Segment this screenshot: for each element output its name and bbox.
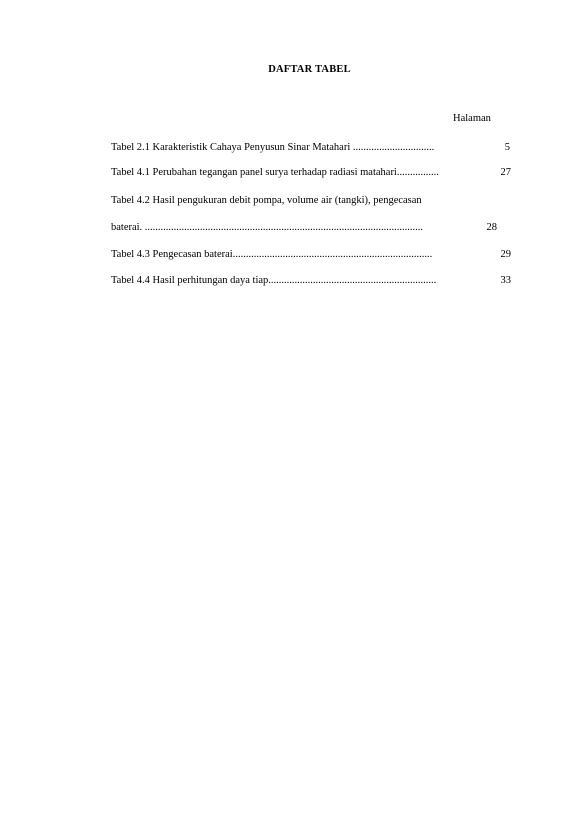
toc-entry-text: Tabel 2.1 Karakteristik Cahaya Penyusun Sinar Matahari ............................... [111,142,435,153]
toc-entry-text-line2: baterai. .......................................................................................................... [111,222,424,233]
toc-entry-text: Tabel 4.1 Perubahan tegangan panel surya terhadap radiasi matahari................ [111,167,439,178]
toc-entry-text: Tabel 4.4 Hasil perhitungan daya tiap................................................................ [111,275,437,286]
page-title: DAFTAR TABEL [268,64,351,75]
toc-entry-page: 33 [500,275,511,286]
page-column-header: Halaman [453,113,491,124]
toc-entry-text-line1: Tabel 4.2 Hasil pengukuran debit pompa, volume air (tangki), pengecasan [111,195,422,206]
toc-entry-page: 28 [486,222,497,233]
toc-entry-page: 29 [500,249,511,260]
toc-entry-page: 27 [500,167,511,178]
toc-entry-page: 5 [504,142,510,153]
toc-entry-text: Tabel 4.3 Pengecasan baterai............................................................................ [111,249,433,260]
